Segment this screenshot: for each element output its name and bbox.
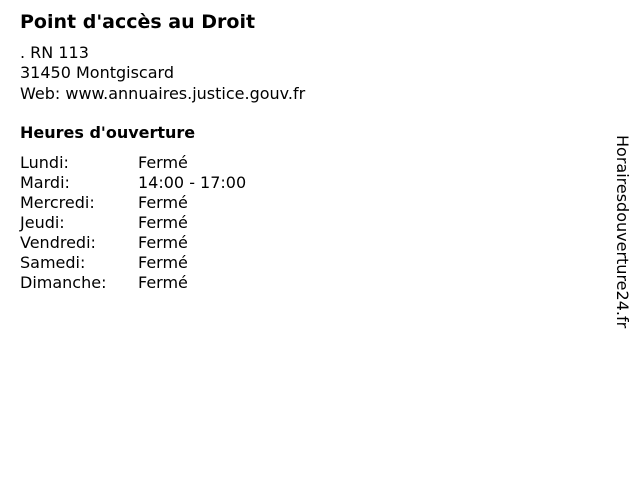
address-line-street: . RN 113 <box>20 43 89 62</box>
hours-day-label: Mercredi: <box>20 193 95 212</box>
hours-day-label: Mardi: <box>20 173 70 192</box>
website-text: Web: www.annuaires.justice.gouv.fr <box>20 84 306 103</box>
hours-time-value: Fermé <box>138 153 188 172</box>
hours-day-label: Lundi: <box>20 153 69 172</box>
page-title: Point d'accès au Droit <box>20 11 256 33</box>
hours-time-value: Fermé <box>138 233 188 252</box>
hours-day-label: Vendredi: <box>20 233 96 252</box>
hours-time-value: 14:00 - 17:00 <box>138 173 247 192</box>
hours-day-label: Jeudi: <box>20 213 65 232</box>
hours-day-label: Dimanche: <box>20 273 107 292</box>
address-line-city: 31450 Montgiscard <box>20 63 174 82</box>
hours-time-value: Fermé <box>138 213 188 232</box>
hours-time-value: Fermé <box>138 193 188 212</box>
hours-heading: Heures d'ouverture <box>20 123 196 142</box>
hours-day-label: Samedi: <box>20 253 86 272</box>
hours-time-value: Fermé <box>138 253 188 272</box>
hours-time-value: Fermé <box>138 273 188 292</box>
site-watermark: Horairesdouverture24.fr <box>613 135 632 329</box>
